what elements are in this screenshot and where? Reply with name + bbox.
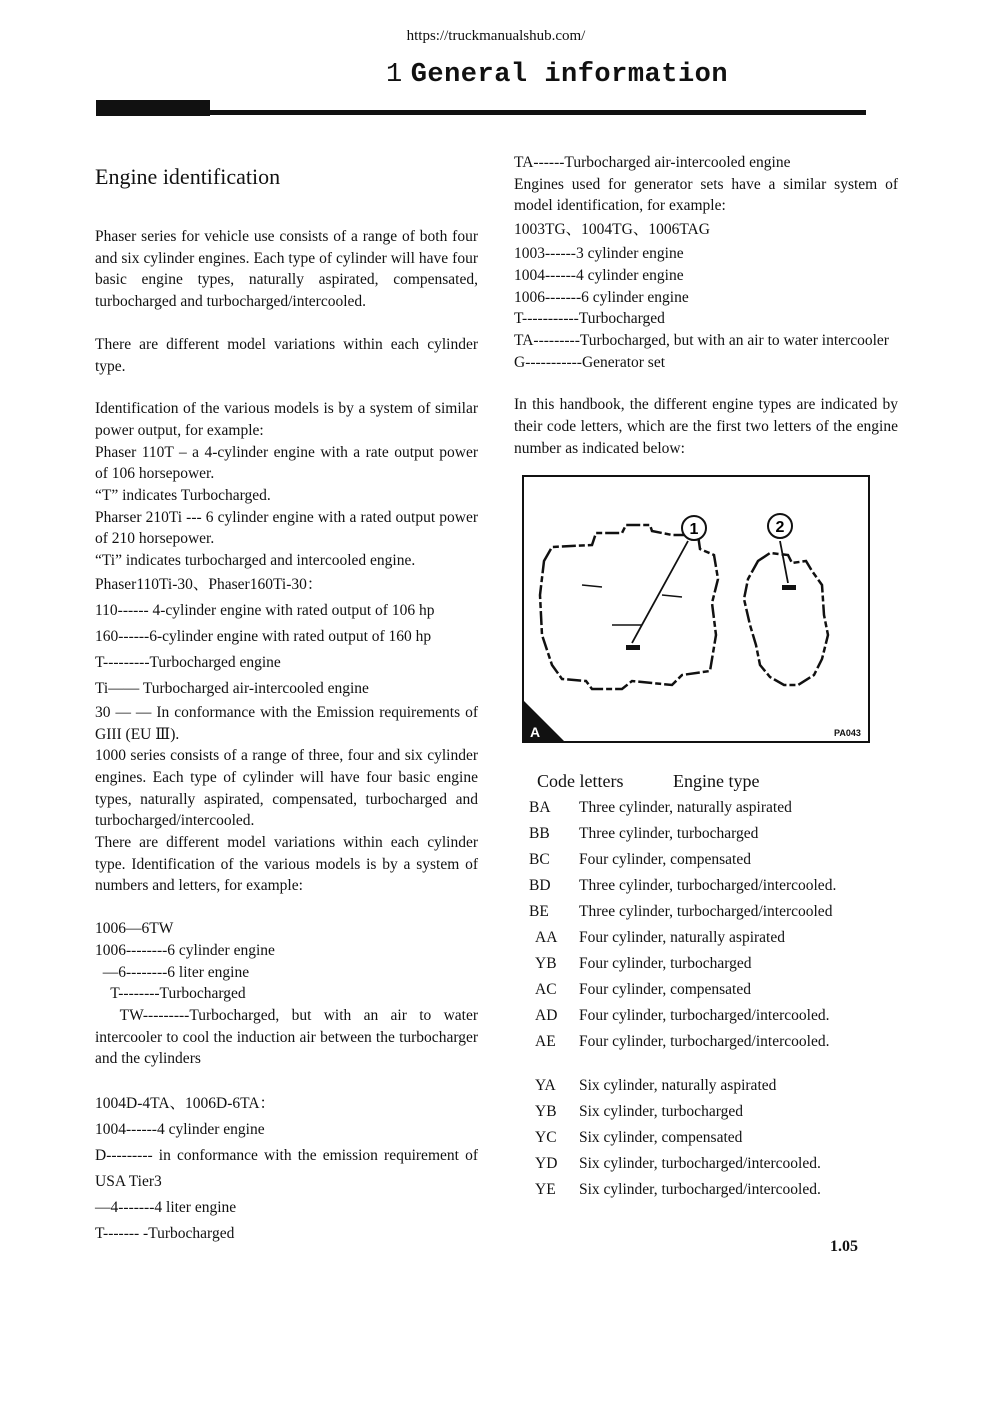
col-code-letters: Code letters xyxy=(537,771,624,792)
header-rule xyxy=(96,110,866,115)
paragraph-phaser-series: Phaser series for vehicle use consists of a range of both four and six cylinder engines. Each type of cylinder will have four basic engine types, naturally aspirated, compensated, turbocharged and turbocharged/intercooled. xyxy=(95,228,478,311)
engine-type-description: Three cylinder, turbocharged/intercooled. xyxy=(579,877,837,895)
code-row xyxy=(514,1125,898,1151)
line-t-turbocharged: T------- -Turbocharged xyxy=(95,1225,235,1243)
code-row xyxy=(514,1029,898,1055)
line-110: 110------ 4-cylinder engine with rated output of 106 hp xyxy=(95,601,435,619)
chapter-number: 1 xyxy=(386,60,403,90)
line-tw: TW---------Turbocharged, but with an air to water intercooler to cool the induction air between the turbocharger and the cylinders xyxy=(95,1006,482,1068)
engine-code: YB xyxy=(535,1103,557,1121)
line-1006: 1006-------6 cylinder engine xyxy=(514,288,689,306)
code-row xyxy=(514,1151,898,1177)
paragraph-identification: Identification of the various models is by a system of similar power output, for example: xyxy=(95,400,478,439)
line-turbocharged: T--------Turbocharged xyxy=(95,985,246,1003)
line-phaser210: Pharser 210Ti --- 6 cylinder engine with a rated output power of 210 horsepower. xyxy=(95,508,478,548)
line-160: 160------6-cylinder engine with rated output of 160 hp xyxy=(95,627,432,645)
engine-code: BC xyxy=(529,851,550,869)
engine-type-description: Six cylinder, turbocharged xyxy=(579,1103,743,1121)
code-row xyxy=(514,951,898,977)
engine-code: YD xyxy=(535,1155,558,1173)
engine-type-description: Three cylinder, turbocharged/intercooled xyxy=(579,903,833,921)
right-column xyxy=(514,152,898,1203)
line-1006: 1006--------6 cylinder engine xyxy=(95,941,275,959)
engine-type-description: Six cylinder, turbocharged/intercooled. xyxy=(579,1181,821,1199)
line-ta-top: TA------Turbocharged air-intercooled engine xyxy=(514,154,791,171)
engine-code: AC xyxy=(535,981,557,999)
line-1004: 1004------4 cylinder engine xyxy=(95,1121,265,1139)
engine-code: BE xyxy=(529,903,549,921)
engine-type-description: Four cylinder, compensated xyxy=(579,981,751,999)
engine-diagram xyxy=(522,475,882,753)
figure-ref-code: PA043 xyxy=(834,728,861,739)
engine-code: YB xyxy=(535,955,557,973)
line-models: Phaser110Ti-30、Phaser160Ti-30： xyxy=(95,575,323,593)
corner-label: A xyxy=(530,724,541,741)
code-row xyxy=(514,873,898,899)
code-row xyxy=(514,1003,898,1029)
engine-code: YA xyxy=(535,1077,556,1095)
engine-type-description: Six cylinder, compensated xyxy=(579,1129,743,1147)
code-table-header xyxy=(537,767,898,795)
paragraph-generator: Engines used for generator sets have a similar system of model identification, for example: xyxy=(514,175,898,215)
section-heading: Engine identification xyxy=(95,164,281,189)
code-row xyxy=(514,1099,898,1125)
callout-2-label: 2 xyxy=(775,519,785,537)
engine-type-description: Four cylinder, turbocharged/intercooled. xyxy=(579,1033,830,1051)
code-row xyxy=(514,977,898,1003)
line-ta: TA---------Turbocharged, but with an air to water intercooler xyxy=(514,331,889,349)
engine-type-description: Four cylinder, turbocharged xyxy=(579,955,752,973)
line-t: T---------Turbocharged engine xyxy=(95,653,281,671)
engine-type-description: Six cylinder, turbocharged/intercooled. xyxy=(579,1155,821,1173)
callout-1-label: 1 xyxy=(689,521,699,539)
line-t: T-----------Turbocharged xyxy=(514,310,665,328)
line-phaser110: Phaser 110T – a 4-cylinder engine with a rate output power of 106 horsepower. xyxy=(95,443,478,483)
line-g: G-----------Generator set xyxy=(514,353,666,371)
paragraph-handbook: In this handbook, the different engine types are indicated by their code letters, which are the first two letters of the engine number as indicated below: xyxy=(514,396,898,457)
chapter-title-text: General information xyxy=(410,60,729,90)
line-30: 30 — — In conformance with the Emission requirements of GIII (EU Ⅲ). xyxy=(95,703,478,743)
code-row xyxy=(514,899,898,925)
line-1003: 1003------3 cylinder engine xyxy=(514,245,684,263)
engine-code: AD xyxy=(535,1007,558,1025)
line-1006-6tw: 1006—6TW xyxy=(95,920,174,938)
engine-number-mark-2 xyxy=(782,585,796,590)
engine-type-description: Four cylinder, naturally aspirated xyxy=(579,929,785,947)
engine-type-description: Three cylinder, naturally aspirated xyxy=(579,799,792,817)
code-row xyxy=(514,821,898,847)
line-ti: Ti—— Turbocharged air-intercooled engine xyxy=(95,679,369,697)
engine-code: AE xyxy=(535,1033,556,1051)
engine-number-figure xyxy=(522,475,882,753)
chapter-title xyxy=(386,60,728,90)
col-engine-type: Engine type xyxy=(673,771,760,792)
line-ti-indicates: “Ti” indicates turbocharged and intercooled engine. xyxy=(95,552,416,570)
engine-type-description: Four cylinder, turbocharged/intercooled. xyxy=(579,1007,830,1025)
page-number: 1.05 xyxy=(830,1238,858,1255)
line-d: D--------- in conformance with the emission requirement of USA Tier3 xyxy=(95,1147,478,1191)
engine-code: BA xyxy=(529,799,551,817)
code-row xyxy=(514,1073,898,1099)
paragraph-1000-series: 1000 series consists of a range of three, four and six cylinder engines. Each type of cylinder will have four basic engine types, naturally aspirated, compensated, turbocharged and turbocharged/intercooled. xyxy=(95,747,478,830)
code-row xyxy=(514,795,898,821)
line-1004: 1004------4 cylinder engine xyxy=(514,266,684,284)
code-row xyxy=(514,925,898,951)
paragraph-variations: There are different model variations within each cylinder type. xyxy=(95,335,478,375)
engine-type-description: Three cylinder, turbocharged xyxy=(579,825,759,843)
engine-type-description: Six cylinder, naturally aspirated xyxy=(579,1077,777,1095)
engine-code: AA xyxy=(535,929,558,947)
engine-code: BD xyxy=(529,877,551,895)
line-4-liter: —4-------4 liter engine xyxy=(95,1199,237,1217)
code-row xyxy=(514,847,898,873)
left-column xyxy=(95,162,482,1247)
source-url[interactable]: https://truckmanualshub.com/ xyxy=(406,28,586,44)
code-row xyxy=(514,1177,898,1203)
engine-type-description: Four cylinder, compensated xyxy=(579,851,751,869)
line-1004d: 1004D-4TA、1006D-6TA： xyxy=(95,1095,276,1113)
engine-code: BB xyxy=(529,825,550,843)
line-tg-models: 1003TG、1004TG、1006TAG xyxy=(514,221,710,239)
engine-code: YC xyxy=(535,1129,557,1147)
code-table-six-cylinder xyxy=(514,1073,898,1203)
line-t-indicates: “T” indicates Turbocharged. xyxy=(95,487,271,505)
engine-number-mark-1 xyxy=(626,645,640,650)
engine-code: YE xyxy=(535,1181,556,1199)
code-table xyxy=(514,795,898,1055)
paragraph-model-variations: There are different model variations within each cylinder type. Identification of the various models is by a system of numbers and letters, for example: xyxy=(95,834,478,895)
line-6-liter: —6--------6 liter engine xyxy=(95,963,250,981)
